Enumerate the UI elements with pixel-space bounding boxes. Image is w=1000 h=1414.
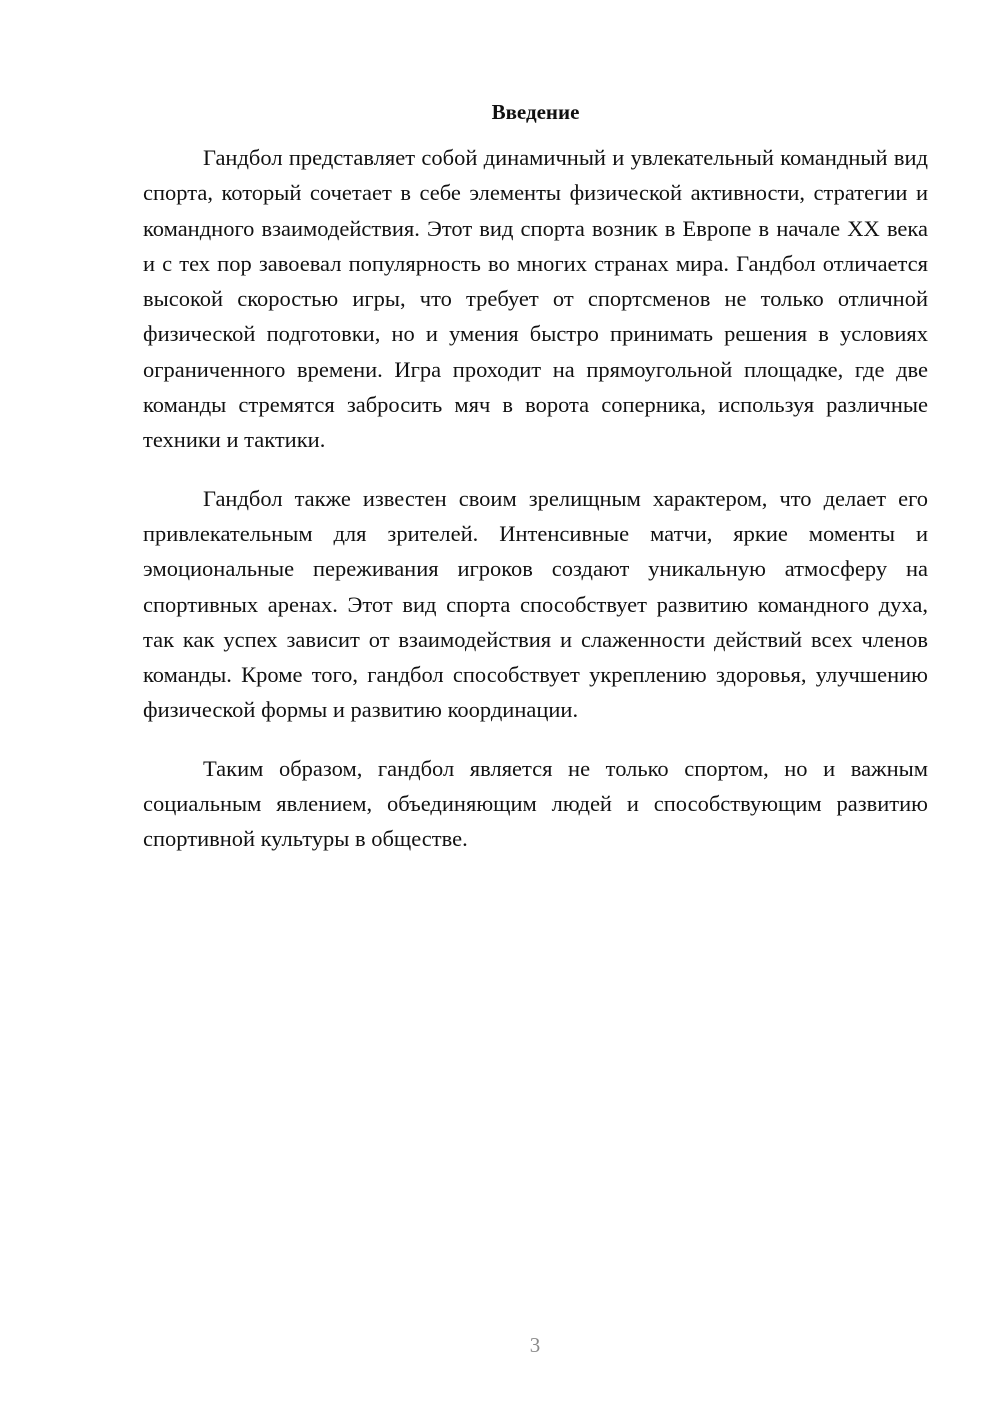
section-title: Введение <box>491 100 580 124</box>
paragraph-2: Гандбол также известен своим зрелищным характером, что делает его привлекательным для зрителей. Интенсивные матчи, яркие моменты и эмоциональные переживания игроков создают уникальную атмосферу на спортивных аренах. Этот вид спорта способствует развитию командного духа, так как успех зависит от взаимодействия и слаженности действий всех членов команды. Кроме того, гандбол способствует укреплению здоровья, улучшению физической формы и развитию координации. <box>143 485 928 723</box>
page-number: 3 <box>529 1333 541 1357</box>
paragraph-3: Таким образом, гандбол является не только спортом, но и важным социальным явлением, объединяющим людей и способствующим развитию спортивной культуры в обществе. <box>143 755 928 852</box>
paragraph-1: Гандбол представляет собой динамичный и увлекательный командный вид спорта, который сочетает в себе элементы физической активности, стратегии и командного взаимодействия. Этот вид спорта возник в Европе в начале XX века и с тех пор завоевал популярность во многих странах мира. Гандбол отличается высокой скоростью игры, что требует от спортсменов не только отличной физической подготовки, но и умения быстро принимать решения в условиях ограниченного времени. Игра проходит на прямоугольной площадке, где две команды стремятся забросить мяч в ворота соперника, используя различные техники и тактики. <box>143 145 928 453</box>
page-content <box>143 96 928 880</box>
